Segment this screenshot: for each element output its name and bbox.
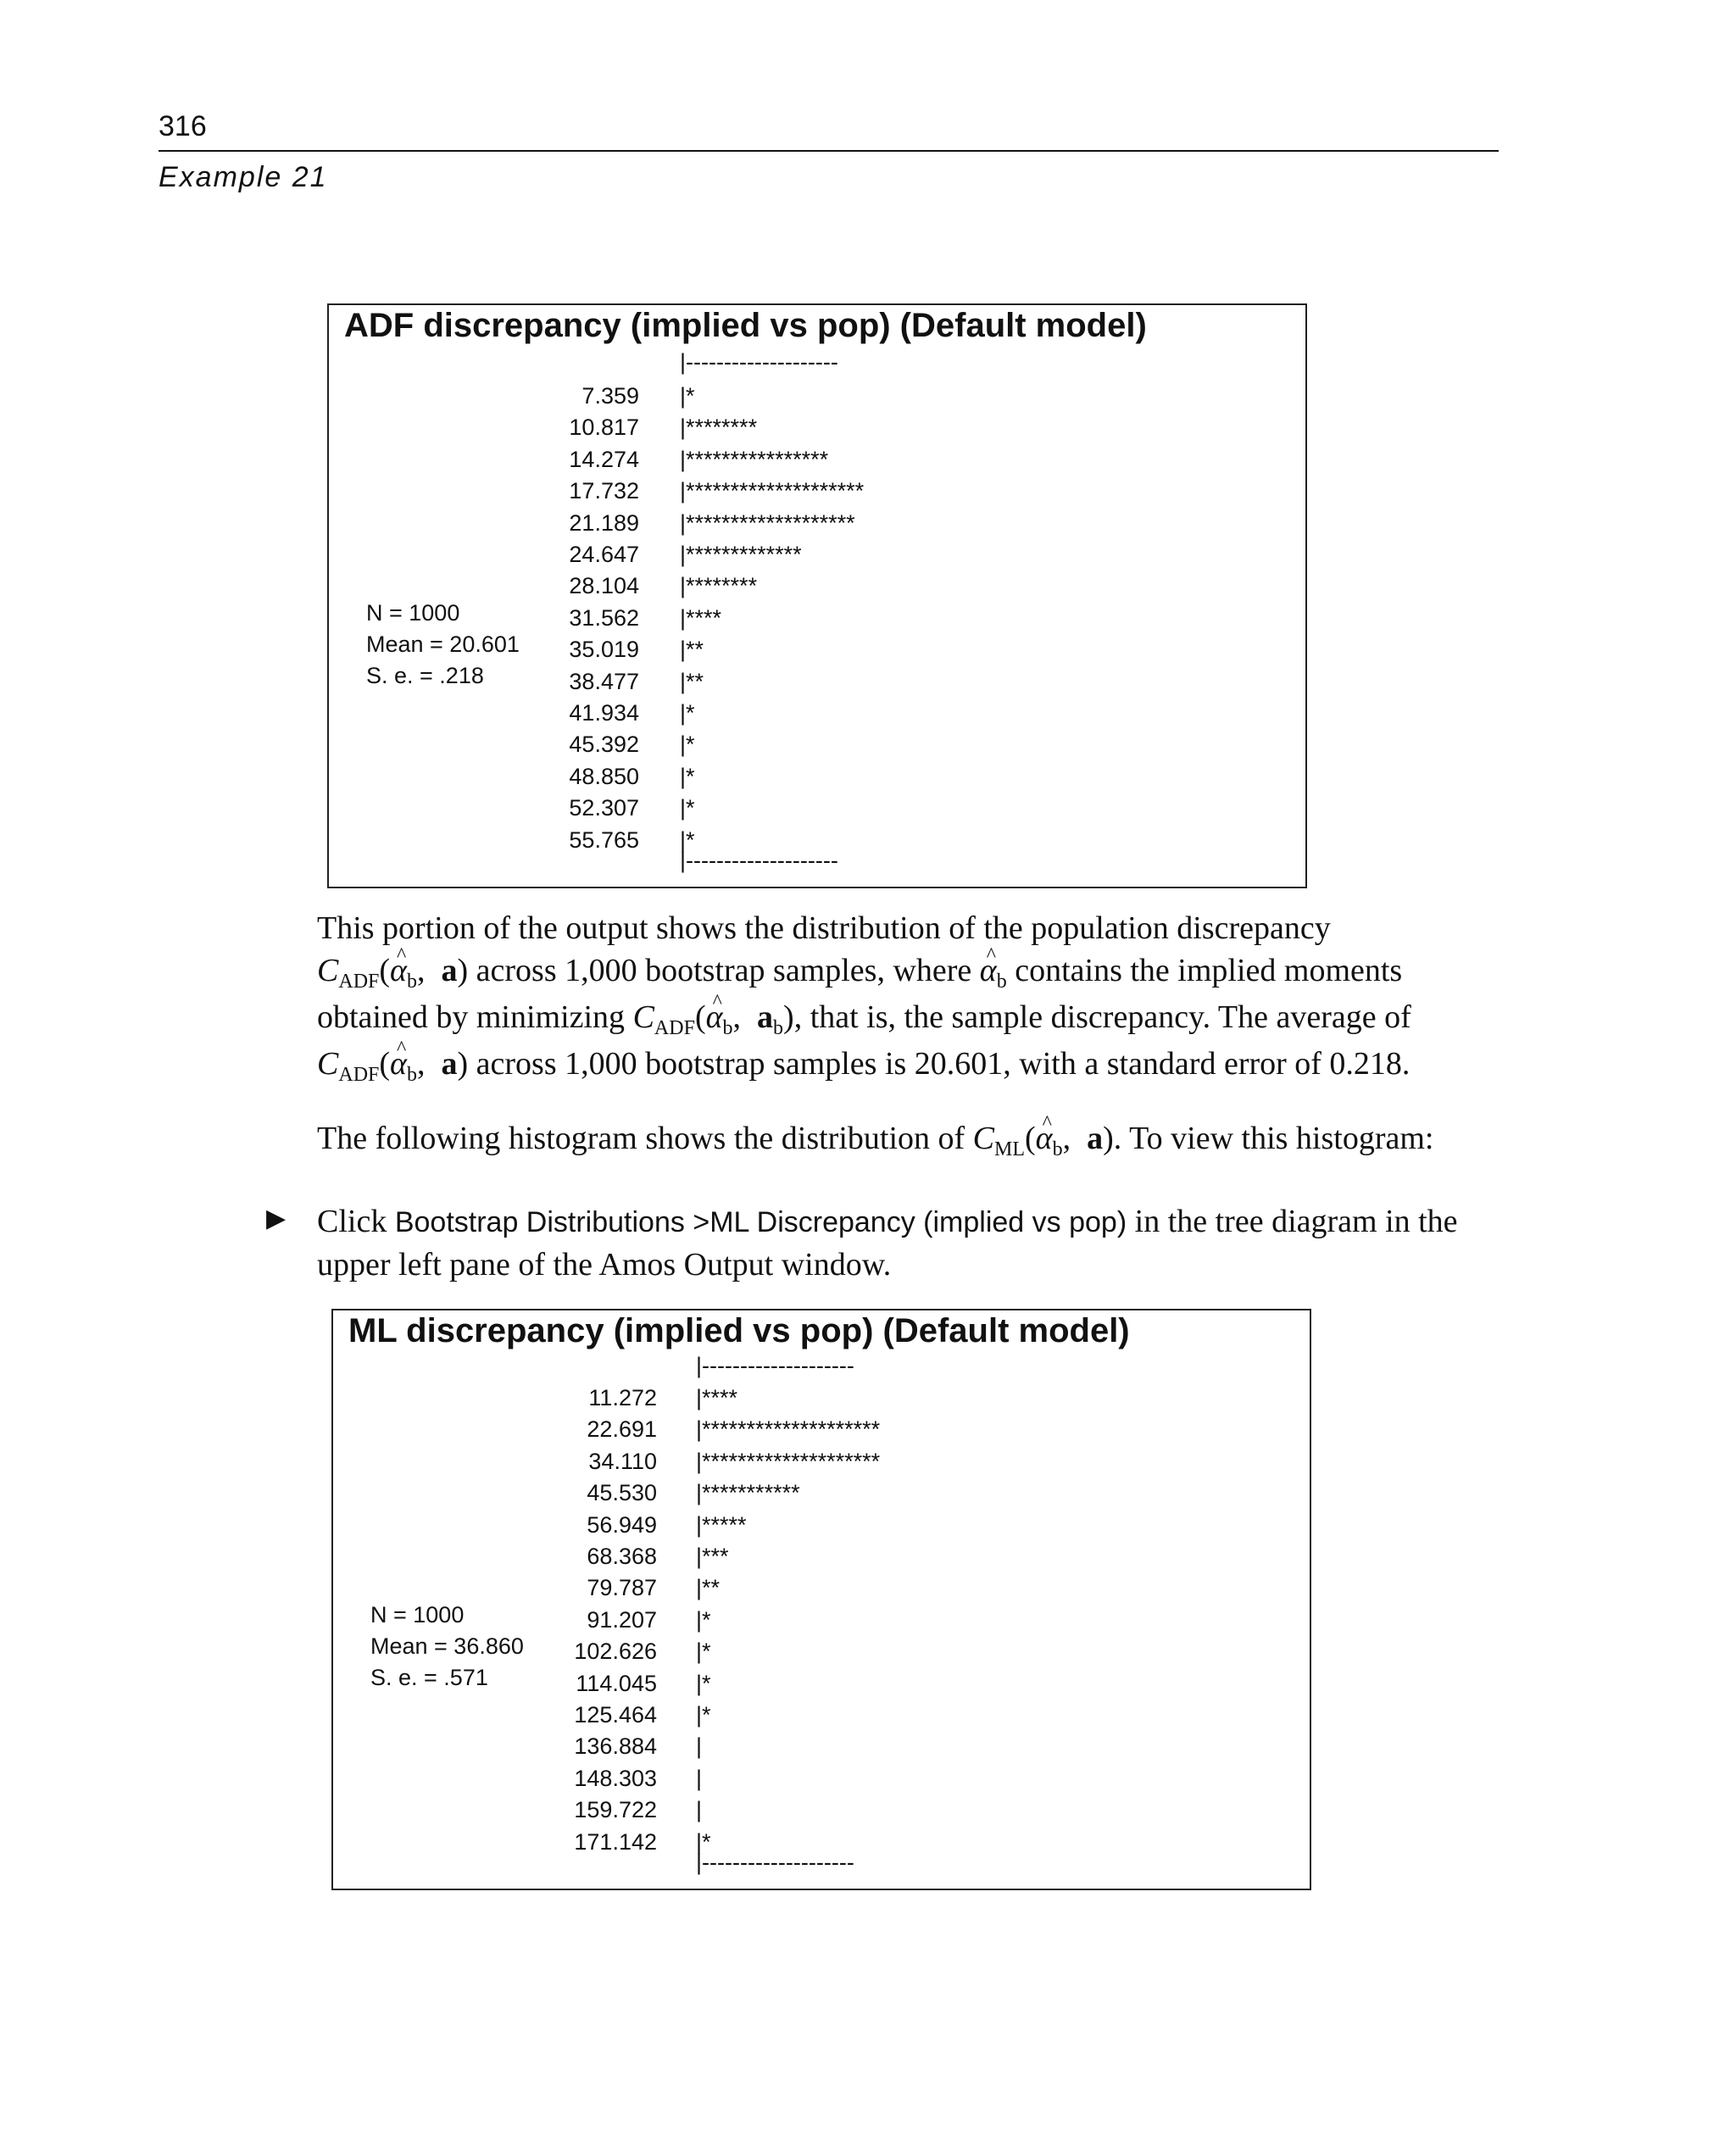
math-alpha-hat-4 bbox=[390, 1043, 407, 1085]
ml-stat-se: S. e. = .571 bbox=[370, 1665, 488, 1690]
ml-row-value: 45.530 bbox=[587, 1480, 657, 1506]
ml-row-value: 125.464 bbox=[574, 1702, 657, 1728]
math-sub-b-2: b bbox=[996, 971, 1007, 993]
math-sub-adf: ADF bbox=[338, 971, 380, 993]
chapter-label: Example 21 bbox=[159, 161, 328, 193]
adf-row-value: 7.359 bbox=[581, 383, 639, 409]
ml-row-bar: |* bbox=[696, 1606, 711, 1633]
ml-row-value: 79.787 bbox=[587, 1575, 657, 1601]
bullet-line-2: upper left pane of the Amos Output window. bbox=[317, 1247, 892, 1282]
ml-row-value: 68.368 bbox=[587, 1544, 657, 1569]
adf-row-value: 28.104 bbox=[569, 573, 639, 599]
ml-row-value: 22.691 bbox=[587, 1416, 657, 1443]
adf-row-value: 41.934 bbox=[569, 700, 639, 726]
math-alpha-hat-2 bbox=[980, 949, 997, 992]
ml-row-value: 91.207 bbox=[587, 1606, 657, 1633]
ml-axis-bottom: |-------------------- bbox=[696, 1850, 854, 1875]
ml-row-bar: | bbox=[696, 1733, 703, 1760]
para2-line-1: The following histogram shows the distribution of $C_{ML}(\^{}$ $\alpha_b$, a). To view this histogram: bbox=[317, 1117, 1500, 1164]
bullet-triangle-icon: ▶ bbox=[266, 1204, 287, 1233]
math-a-4: a bbox=[441, 1046, 458, 1082]
math-sub-b-ml: b bbox=[1052, 1138, 1063, 1160]
para1-line-4: $C_{ADF}(\^{}$ $\alpha_b$, a) across 1,000 bootstrap samples is 20.601, with a standard error of 0.218. bbox=[317, 1043, 1500, 1089]
ml-row-value: 34.110 bbox=[588, 1448, 657, 1474]
bullet-instruction bbox=[317, 1200, 1500, 1286]
ml-row-bar: |***** bbox=[696, 1511, 747, 1538]
adf-row-bar: |** bbox=[680, 637, 704, 663]
adf-row-bar: |************* bbox=[680, 542, 802, 567]
ml-row-value: 136.884 bbox=[574, 1733, 657, 1760]
para1-line-1: This portion of the output shows the distribution of the population discrepancy bbox=[317, 910, 1331, 946]
math-sub-ml: ML bbox=[994, 1138, 1026, 1160]
ml-row-value: 102.626 bbox=[574, 1639, 657, 1665]
math-a: a bbox=[441, 953, 458, 988]
math-alpha-4: α bbox=[390, 1046, 407, 1082]
menu-path-separator: > bbox=[693, 1206, 710, 1238]
adf-row-value: 21.189 bbox=[569, 509, 639, 536]
adf-row-bar: |* bbox=[680, 795, 695, 821]
bullet-line-1-tail: in the tree diagram in the bbox=[1134, 1204, 1458, 1239]
ml-row-value: 148.303 bbox=[574, 1765, 657, 1791]
adf-axis-bottom: |-------------------- bbox=[680, 848, 838, 873]
adf-row-bar: |**** bbox=[680, 604, 722, 631]
math-c-ml: C bbox=[972, 1121, 995, 1156]
para1-line-2-text-b: contains the implied moments bbox=[1015, 953, 1403, 988]
adf-row-bar: |* bbox=[680, 732, 695, 758]
adf-axis-top: |-------------------- bbox=[680, 349, 838, 375]
ml-row-bar: |*********** bbox=[696, 1480, 800, 1506]
para2-tail: . To view this histogram: bbox=[1113, 1121, 1434, 1156]
ml-row-value: 114.045 bbox=[576, 1670, 657, 1696]
para1-line-2-text-a: across 1,000 bootstrap samples, where bbox=[476, 953, 972, 988]
ml-row-bar: |******************** bbox=[696, 1416, 881, 1443]
adf-row-bar: |** bbox=[680, 668, 704, 694]
math-alpha-hat bbox=[390, 949, 407, 992]
ml-row-bar: |* bbox=[696, 1702, 711, 1728]
ml-row-bar: |* bbox=[696, 1639, 711, 1665]
ml-row-bar: | bbox=[696, 1797, 703, 1823]
para1-line-3-head: obtained by minimizing bbox=[317, 999, 626, 1035]
adf-row-value: 24.647 bbox=[569, 542, 639, 567]
math-alpha-3: α bbox=[705, 999, 723, 1035]
adf-row-value: 55.765 bbox=[569, 826, 639, 853]
math-c-4: C bbox=[317, 1046, 339, 1082]
math-sub-b: b bbox=[406, 971, 417, 993]
adf-row-value: 31.562 bbox=[569, 604, 639, 631]
ml-row-bar: |* bbox=[696, 1828, 711, 1855]
math-a-3: a bbox=[757, 999, 774, 1035]
adf-row-bar: |******** bbox=[680, 573, 758, 599]
ml-histogram-title: ML discrepancy (implied vs pop) (Default model) bbox=[348, 1312, 1130, 1349]
adf-row-value: 48.850 bbox=[569, 763, 639, 789]
ml-row-value: 171.142 bbox=[574, 1828, 657, 1855]
para1-line-3: obtained by minimizing $C_{ADF}(\^{}$ $\alpha_b$, $a_b$), that is, the sample discrepancy. The average of bbox=[317, 996, 1500, 1043]
ml-row-value: 159.722 bbox=[574, 1797, 657, 1823]
adf-stat-n: N = 1000 bbox=[366, 600, 460, 626]
ml-stat-n: N = 1000 bbox=[370, 1602, 465, 1627]
page-number: 316 bbox=[159, 110, 207, 142]
ml-row-bar: |*** bbox=[696, 1544, 729, 1569]
math-sub-b-3: b bbox=[722, 1017, 733, 1039]
adf-row-bar: |* bbox=[680, 826, 695, 853]
math-alpha-hat-ml bbox=[1036, 1117, 1053, 1160]
adf-row-value: 45.392 bbox=[569, 732, 639, 758]
adf-row-value: 35.019 bbox=[569, 637, 639, 663]
adf-row-bar: |* bbox=[680, 383, 695, 409]
bullet-line-1 bbox=[317, 1200, 1500, 1244]
adf-row-value: 38.477 bbox=[569, 668, 639, 694]
math-sub-adf-4: ADF bbox=[338, 1064, 380, 1086]
math-a-ml: a bbox=[1087, 1121, 1104, 1156]
ml-row-bar: |**** bbox=[696, 1385, 738, 1410]
para1-line-4-tail: across 1,000 bootstrap samples is 20.601, with a standard error of 0.218. bbox=[476, 1046, 1410, 1082]
math-sub-adf-3: ADF bbox=[654, 1017, 695, 1039]
math-alpha-ml: α bbox=[1035, 1121, 1053, 1156]
adf-row-value: 17.732 bbox=[569, 478, 639, 504]
paragraph-ml-intro bbox=[317, 1117, 1500, 1164]
math-alpha-2: α bbox=[979, 953, 997, 988]
adf-row-bar: |**************** bbox=[680, 446, 829, 472]
math-c: C bbox=[317, 953, 339, 988]
ml-row-bar: |* bbox=[696, 1670, 711, 1696]
ml-row-bar: | bbox=[696, 1765, 703, 1791]
header-rule bbox=[159, 150, 1499, 152]
ml-stat-mean: Mean = 36.860 bbox=[370, 1633, 524, 1659]
adf-row-bar: |******************** bbox=[680, 478, 865, 504]
ml-row-value: 56.949 bbox=[587, 1511, 657, 1538]
adf-row-value: 52.307 bbox=[569, 795, 639, 821]
ml-axis-top: |-------------------- bbox=[696, 1353, 854, 1378]
adf-histogram-box bbox=[327, 303, 1307, 888]
adf-stat-se: S. e. = .218 bbox=[366, 663, 484, 688]
para2-head: The following histogram shows the distribution of bbox=[317, 1121, 965, 1156]
ml-row-bar: |******************** bbox=[696, 1448, 881, 1474]
ml-row-value: 11.272 bbox=[588, 1385, 657, 1410]
adf-row-value: 14.274 bbox=[569, 446, 639, 472]
math-alpha-hat-3 bbox=[706, 996, 723, 1038]
adf-row-bar: |* bbox=[680, 700, 695, 726]
bullet-click-word: Click bbox=[317, 1204, 387, 1239]
ml-row-bar: |** bbox=[696, 1575, 721, 1601]
math-alpha: α bbox=[390, 953, 407, 988]
adf-row-value: 10.817 bbox=[569, 415, 639, 441]
math-c-3: C bbox=[632, 999, 654, 1035]
paragraph-adf-explanation bbox=[317, 907, 1500, 1089]
math-sub-b-4: b bbox=[406, 1064, 417, 1086]
math-sub-b-3b: b bbox=[773, 1017, 784, 1039]
adf-row-bar: |* bbox=[680, 763, 695, 789]
ml-histogram-box bbox=[331, 1309, 1311, 1890]
menu-path-bootstrap-distributions: Bootstrap Distributions bbox=[394, 1206, 685, 1238]
adf-row-bar: |******************* bbox=[680, 509, 855, 536]
menu-path-ml-discrepancy: ML Discrepancy (implied vs pop) bbox=[709, 1206, 1127, 1238]
adf-histogram-title: ADF discrepancy (implied vs pop) (Default model) bbox=[344, 307, 1147, 344]
para1-line-2: $C_{ADF}(\^{}$ $\alpha_b$, a) across 1,000 bootstrap samples, where ^ $\alpha_b$ contains the implied moments bbox=[317, 949, 1500, 996]
para1-line-3-tail: , that is, the sample discrepancy. The average of bbox=[793, 999, 1411, 1035]
adf-stat-mean: Mean = 20.601 bbox=[366, 632, 520, 657]
adf-row-bar: |******** bbox=[680, 415, 758, 441]
